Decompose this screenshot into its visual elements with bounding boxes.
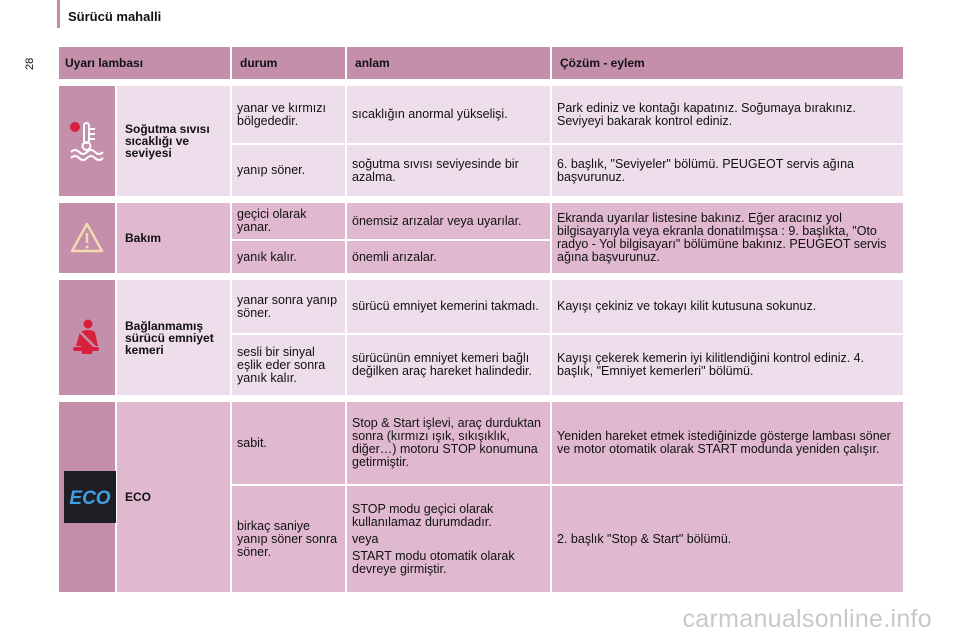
action-cell: Yeniden hareket etmek istediğinizde gösterge lambası söner ve motor otomatik olarak START modunda yeniden çalışır. [551,401,904,485]
lamp-name-eco: ECO [116,401,231,593]
meaning-cell: Stop & Start işlevi, araç durduktan sonra (kırmızı ışık, sıkışıklık, diğer…) motoru STOP konumuna getirmiştir. [346,401,551,485]
meaning-cell: sürücünün emniyet kemeri bağlı değilken araç hareket halindedir. [346,334,551,396]
coolant-icon-cell [58,85,116,197]
state-cell: birkaç saniye yanıp söner sonra söner. [231,485,346,593]
lamp-name-seatbelt: Bağlanmamış sürücü emniyet kemeri [116,279,231,396]
meaning-line-1: STOP modu geçici olarak kullanılamaz durumdadır. [352,501,494,529]
warning-triangle-icon [64,221,110,255]
meaning-cell: sürücü emniyet kemerini takmadı. [346,279,551,334]
warning-lamp-table [57,45,905,594]
seatbelt-icon [64,318,110,358]
lamp-name-coolant: Soğutma sıvısı sıcaklığı ve seviyesi [116,85,231,197]
header-action: Çözüm - eylem [551,46,904,80]
page-number: 28 [24,57,36,70]
action-cell: Kayışı çekerek kemerin iyi kilitlendiğini kontrol ediniz. 4. başlık, "Emniyet kemerleri" bölümü. [551,334,904,396]
header-lamp: Uyarı lambası [58,46,231,80]
table-row [58,202,904,240]
state-cell: sabit. [231,401,346,485]
state-cell: yanar ve kırmızı bölgededir. [231,85,346,144]
meaning-cell: sıcaklığın anormal yükselişi. [346,85,551,144]
eco-icon-cell [58,401,116,593]
table-row [58,401,904,485]
meaning-cell: önemli arızalar. [346,240,551,274]
page-edge-rule [57,0,60,28]
eco-icon [64,471,110,523]
action-cell: Ekranda uyarılar listesine bakınız. Eğer aracınız yol bilgisayarıyla veya ekranla donatılmışsa : 9. başlıkta, "Oto radyo - Yol bilgisayarı" bölümüne bakınız. PEUGEOT servis ağına başvurunuz. [551,202,904,274]
action-cell: Park ediniz ve kontağı kapatınız. Soğumaya bırakınız. Seviyeyi bakarak kontrol ediniz. [551,85,904,144]
meaning-cell: önemsiz arızalar veya uyarılar. [346,202,551,240]
meaning-cell [346,485,551,593]
action-cell: Kayışı çekiniz ve tokayı kilit kutusuna sokunuz. [551,279,904,334]
state-cell: geçici olarak yanar. [231,202,346,240]
coolant-temperature-icon [64,119,110,163]
meaning-line-2: veya [352,531,379,546]
table-row [58,85,904,144]
action-cell: 6. başlık, "Seviyeler" bölümü. PEUGEOT servis ağına başvurunuz. [551,144,904,197]
maintenance-icon-cell [58,202,116,274]
meaning-cell: soğutma sıvısı seviyesinde bir azalma. [346,144,551,197]
meaning-line-3: START modu otomatik olarak devreye girmiştir. [352,548,515,576]
header-meaning: anlam [346,46,551,80]
state-cell: yanar sonra yanıp söner. [231,279,346,334]
table-row [58,279,904,334]
seatbelt-icon-cell [58,279,116,396]
state-cell: sesli bir sinyal eşlik eder sonra yanık kalır. [231,334,346,396]
eco-icon-text: ECO [69,488,111,509]
state-cell: yanık kalır. [231,240,346,274]
lamp-name-maintenance: Bakım [116,202,231,274]
table-header-row [58,46,904,80]
header-state: durum [231,46,346,80]
watermark: carmanualsonline.info [682,605,932,633]
page-title: Sürücü mahalli [68,9,162,24]
state-cell: yanıp söner. [231,144,346,197]
action-cell: 2. başlık "Stop & Start" bölümü. [551,485,904,593]
